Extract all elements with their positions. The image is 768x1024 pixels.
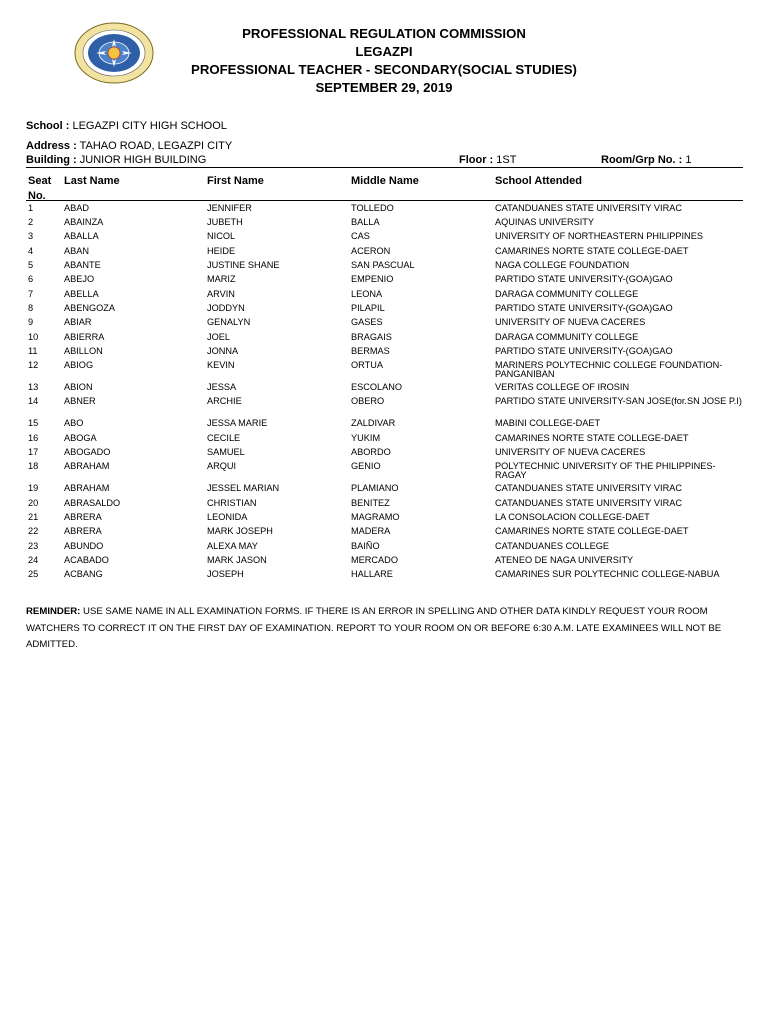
header-commission: PROFESSIONAL REGULATION COMMISSION — [242, 26, 526, 41]
cell-middle-name: BERMAS — [351, 346, 390, 356]
cell-last-name: ABANTE — [64, 260, 101, 270]
cell-middle-name: BRAGAIS — [351, 332, 392, 342]
cell-middle-name: OBERO — [351, 396, 385, 406]
cell-school-attended: PARTIDO STATE UNIVERSITY-SAN JOSE(for.SN JOSE P.I) — [495, 396, 742, 406]
cell-first-name: JENNIFER — [207, 203, 252, 213]
col-header-school-attended: School Attended — [495, 175, 582, 187]
cell-school-attended: PARTIDO STATE UNIVERSITY-(GOA)GAO — [495, 346, 673, 356]
cell-last-name: ABRASALDO — [64, 498, 121, 508]
cell-seat-no: 13 — [28, 382, 39, 392]
cell-seat-no: 25 — [28, 569, 39, 579]
cell-last-name: ABENGOZA — [64, 303, 116, 313]
cell-middle-name: BAIÑO — [351, 541, 380, 551]
cell-first-name: MARK JASON — [207, 555, 267, 565]
cell-last-name: ABAN — [64, 246, 90, 256]
cell-school-attended: CATANDUANES STATE UNIVERSITY VIRAC — [495, 483, 683, 493]
cell-last-name: ABRERA — [64, 512, 102, 522]
cell-seat-no: 18 — [28, 461, 39, 471]
cell-middle-name: ZALDIVAR — [351, 418, 396, 428]
cell-first-name: LEONIDA — [207, 512, 248, 522]
cell-first-name: MARIZ — [207, 274, 236, 284]
cell-middle-name: PLAMIANO — [351, 483, 399, 493]
cell-seat-no: 9 — [28, 317, 34, 327]
cell-school-attended: LA CONSOLACION COLLEGE-DAET — [495, 512, 650, 522]
cell-seat-no: 8 — [28, 303, 34, 313]
cell-last-name: ABOGADO — [64, 447, 111, 457]
reminder-label: REMINDER: — [26, 606, 81, 617]
cell-seat-no: 16 — [28, 433, 39, 443]
header-exam-date: SEPTEMBER 29, 2019 — [315, 80, 453, 95]
header-region: LEGAZPI — [355, 44, 413, 59]
cell-first-name: ARCHIE — [207, 396, 242, 406]
cell-first-name: JOSEPH — [207, 569, 244, 579]
cell-middle-name: GENIO — [351, 461, 381, 471]
cell-last-name: ABIERRA — [64, 332, 105, 342]
cell-middle-name: LEONA — [351, 289, 383, 299]
cell-middle-name: SAN PASCUAL — [351, 260, 415, 270]
cell-school-attended: AQUINAS UNIVERSITY — [495, 217, 595, 227]
col-header-first-name: First Name — [207, 175, 264, 187]
cell-seat-no: 22 — [28, 526, 39, 536]
cell-first-name: JONNA — [207, 346, 239, 356]
cell-seat-no: 6 — [28, 274, 34, 284]
cell-last-name: ABILLON — [64, 346, 103, 356]
cell-school-attended: POLYTECHNIC UNIVERSITY OF THE PHILIPPINES-RAGAY — [495, 461, 716, 480]
cell-last-name: ABUNDO — [64, 541, 104, 551]
cell-last-name: ABRAHAM — [64, 483, 110, 493]
cell-first-name: ARQUI — [207, 461, 237, 471]
cell-first-name: JESSEL MARIAN — [207, 483, 280, 493]
cell-first-name: MARK JOSEPH — [207, 526, 273, 536]
cell-seat-no: 15 — [28, 418, 39, 428]
cell-school-attended: CAMARINES NORTE STATE COLLEGE-DAET — [495, 526, 689, 536]
cell-first-name: JESSA — [207, 382, 237, 392]
school-value: LEGAZPI CITY HIGH SCHOOL — [72, 120, 227, 132]
cell-first-name: ARVIN — [207, 289, 235, 299]
cell-seat-no: 24 — [28, 555, 39, 565]
cell-seat-no: 21 — [28, 512, 39, 522]
cell-seat-no: 4 — [28, 246, 34, 256]
cell-school-attended: CATANDUANES STATE UNIVERSITY VIRAC — [495, 498, 683, 508]
cell-seat-no: 12 — [28, 360, 39, 370]
cell-middle-name: MADERA — [351, 526, 391, 536]
cell-school-attended: ATENEO DE NAGA UNIVERSITY — [495, 555, 634, 565]
cell-first-name: KEVIN — [207, 360, 235, 370]
school-label: School : — [26, 120, 70, 132]
cell-first-name: JESSA MARIE — [207, 418, 268, 428]
col-header-last-name: Last Name — [64, 175, 120, 187]
cell-middle-name: GASES — [351, 317, 383, 327]
cell-seat-no: 11 — [28, 346, 38, 356]
cell-first-name: JUSTINE SHANE — [207, 260, 280, 270]
address-label: Address : — [26, 140, 77, 152]
cell-seat-no: 7 — [28, 289, 34, 299]
building-label: Building : — [26, 154, 77, 166]
cell-last-name: ABAINZA — [64, 217, 104, 227]
cell-first-name: HEIDE — [207, 246, 236, 256]
cell-school-attended: UNIVERSITY OF NUEVA CACERES — [495, 317, 646, 327]
cell-school-attended: VERITAS COLLEGE OF IROSIN — [495, 382, 630, 392]
cell-middle-name: ORTUA — [351, 360, 383, 370]
cell-school-attended: UNIVERSITY OF NORTHEASTERN PHILIPPINES — [495, 231, 703, 241]
cell-first-name: ALEXA MAY — [207, 541, 258, 551]
cell-school-attended: CAMARINES NORTE STATE COLLEGE-DAET — [495, 246, 689, 256]
cell-first-name: GENALYN — [207, 317, 251, 327]
cell-seat-no: 19 — [28, 483, 39, 493]
cell-first-name: JOEL — [207, 332, 230, 342]
cell-school-attended: PARTIDO STATE UNIVERSITY-(GOA)GAO — [495, 274, 673, 284]
floor-label: Floor : — [459, 154, 494, 166]
cell-middle-name: BENITEZ — [351, 498, 390, 508]
cell-last-name: ABEJO — [64, 274, 95, 284]
room-value: 1 — [685, 154, 692, 166]
cell-last-name: ABIAR — [64, 317, 92, 327]
cell-middle-name: MAGRAMO — [351, 512, 400, 522]
reminder-note — [26, 604, 746, 654]
cell-school-attended: UNIVERSITY OF NUEVA CACERES — [495, 447, 646, 457]
cell-last-name: ABELLA — [64, 289, 99, 299]
cell-middle-name: ABORDO — [351, 447, 391, 457]
cell-school-attended: DARAGA COMMUNITY COLLEGE — [495, 332, 639, 342]
cell-middle-name: BALLA — [351, 217, 380, 227]
reminder-text: USE SAME NAME IN ALL EXAMINATION FORMS. IF THERE IS AN ERROR IN SPELLING AND OTHER DATA KINDLY REQUEST YOUR ROOM WATCHERS TO CORRECT IT ON THE FIRST DAY OF EXAMINATION. REPORT TO YOUR ROOM ON OR BEFORE 6:30 A.M. LATE EXAMINEES WILL NOT BE ADMITTED. — [26, 606, 722, 650]
cell-middle-name: MERCADO — [351, 555, 398, 565]
building-value: JUNIOR HIGH BUILDING — [79, 154, 207, 166]
cell-last-name: ACABADO — [64, 555, 109, 565]
cell-school-attended: DARAGA COMMUNITY COLLEGE — [495, 289, 639, 299]
header-exam-title: PROFESSIONAL TEACHER - SECONDARY(SOCIAL STUDIES) — [191, 62, 577, 77]
cell-middle-name: CAS — [351, 231, 370, 241]
cell-last-name: ABION — [64, 382, 93, 392]
cell-school-attended: CAMARINES NORTE STATE COLLEGE-DAET — [495, 433, 689, 443]
cell-school-attended: CAMARINES SUR POLYTECHNIC COLLEGE-NABUA — [495, 569, 720, 579]
cell-last-name: ABRERA — [64, 526, 102, 536]
cell-middle-name: YUKIM — [351, 433, 381, 443]
cell-middle-name: PILAPIL — [351, 303, 385, 313]
cell-last-name: ACBANG — [64, 569, 103, 579]
cell-first-name: CHRISTIAN — [207, 498, 257, 508]
cell-seat-no: 10 — [28, 332, 39, 342]
cell-last-name: ABRAHAM — [64, 461, 110, 471]
cell-seat-no: 14 — [28, 396, 39, 406]
cell-last-name: ABAD — [64, 203, 90, 213]
cell-school-attended: CATANDUANES COLLEGE — [495, 541, 610, 551]
cell-school-attended: MABINI COLLEGE-DAET — [495, 418, 601, 428]
cell-seat-no: 23 — [28, 541, 39, 551]
cell-last-name: ABO — [64, 418, 84, 428]
cell-school-attended: CATANDUANES STATE UNIVERSITY VIRAC — [495, 203, 683, 213]
cell-seat-no: 20 — [28, 498, 39, 508]
cell-middle-name: HALLARE — [351, 569, 393, 579]
cell-middle-name: ESCOLANO — [351, 382, 403, 392]
cell-first-name: JUBETH — [207, 217, 243, 227]
cell-seat-no: 1 — [28, 203, 34, 213]
cell-last-name: ABOGA — [64, 433, 97, 443]
floor-value: 1ST — [496, 154, 517, 166]
cell-first-name: NICOL — [207, 231, 236, 241]
cell-middle-name: ACERON — [351, 246, 391, 256]
cell-first-name: CECILE — [207, 433, 241, 443]
cell-seat-no: 17 — [28, 447, 39, 457]
address-value: TAHAO ROAD, LEGAZPI CITY — [79, 140, 233, 152]
cell-school-attended: PARTIDO STATE UNIVERSITY-(GOA)GAO — [495, 303, 673, 313]
col-header-seat-line2: No. — [28, 190, 46, 202]
room-label: Room/Grp No. : — [601, 154, 683, 166]
cell-school-attended: NAGA COLLEGE FOUNDATION — [495, 260, 630, 270]
cell-school-attended: MARINERS POLYTECHNIC COLLEGE FOUNDATION-PANGANIBAN — [495, 360, 723, 379]
cell-seat-no: 3 — [28, 231, 34, 241]
col-header-seat-line1: Seat — [28, 175, 52, 187]
col-header-middle-name: Middle Name — [351, 175, 419, 187]
cell-seat-no: 2 — [28, 217, 34, 227]
cell-first-name: JODDYN — [207, 303, 245, 313]
cell-last-name: ABNER — [64, 396, 96, 406]
cell-last-name: ABIOG — [64, 360, 94, 370]
cell-seat-no: 5 — [28, 260, 34, 270]
cell-middle-name: TOLLEDO — [351, 203, 394, 213]
cell-middle-name: EMPENIO — [351, 274, 394, 284]
cell-last-name: ABALLA — [64, 231, 99, 241]
cell-first-name: SAMUEL — [207, 447, 245, 457]
